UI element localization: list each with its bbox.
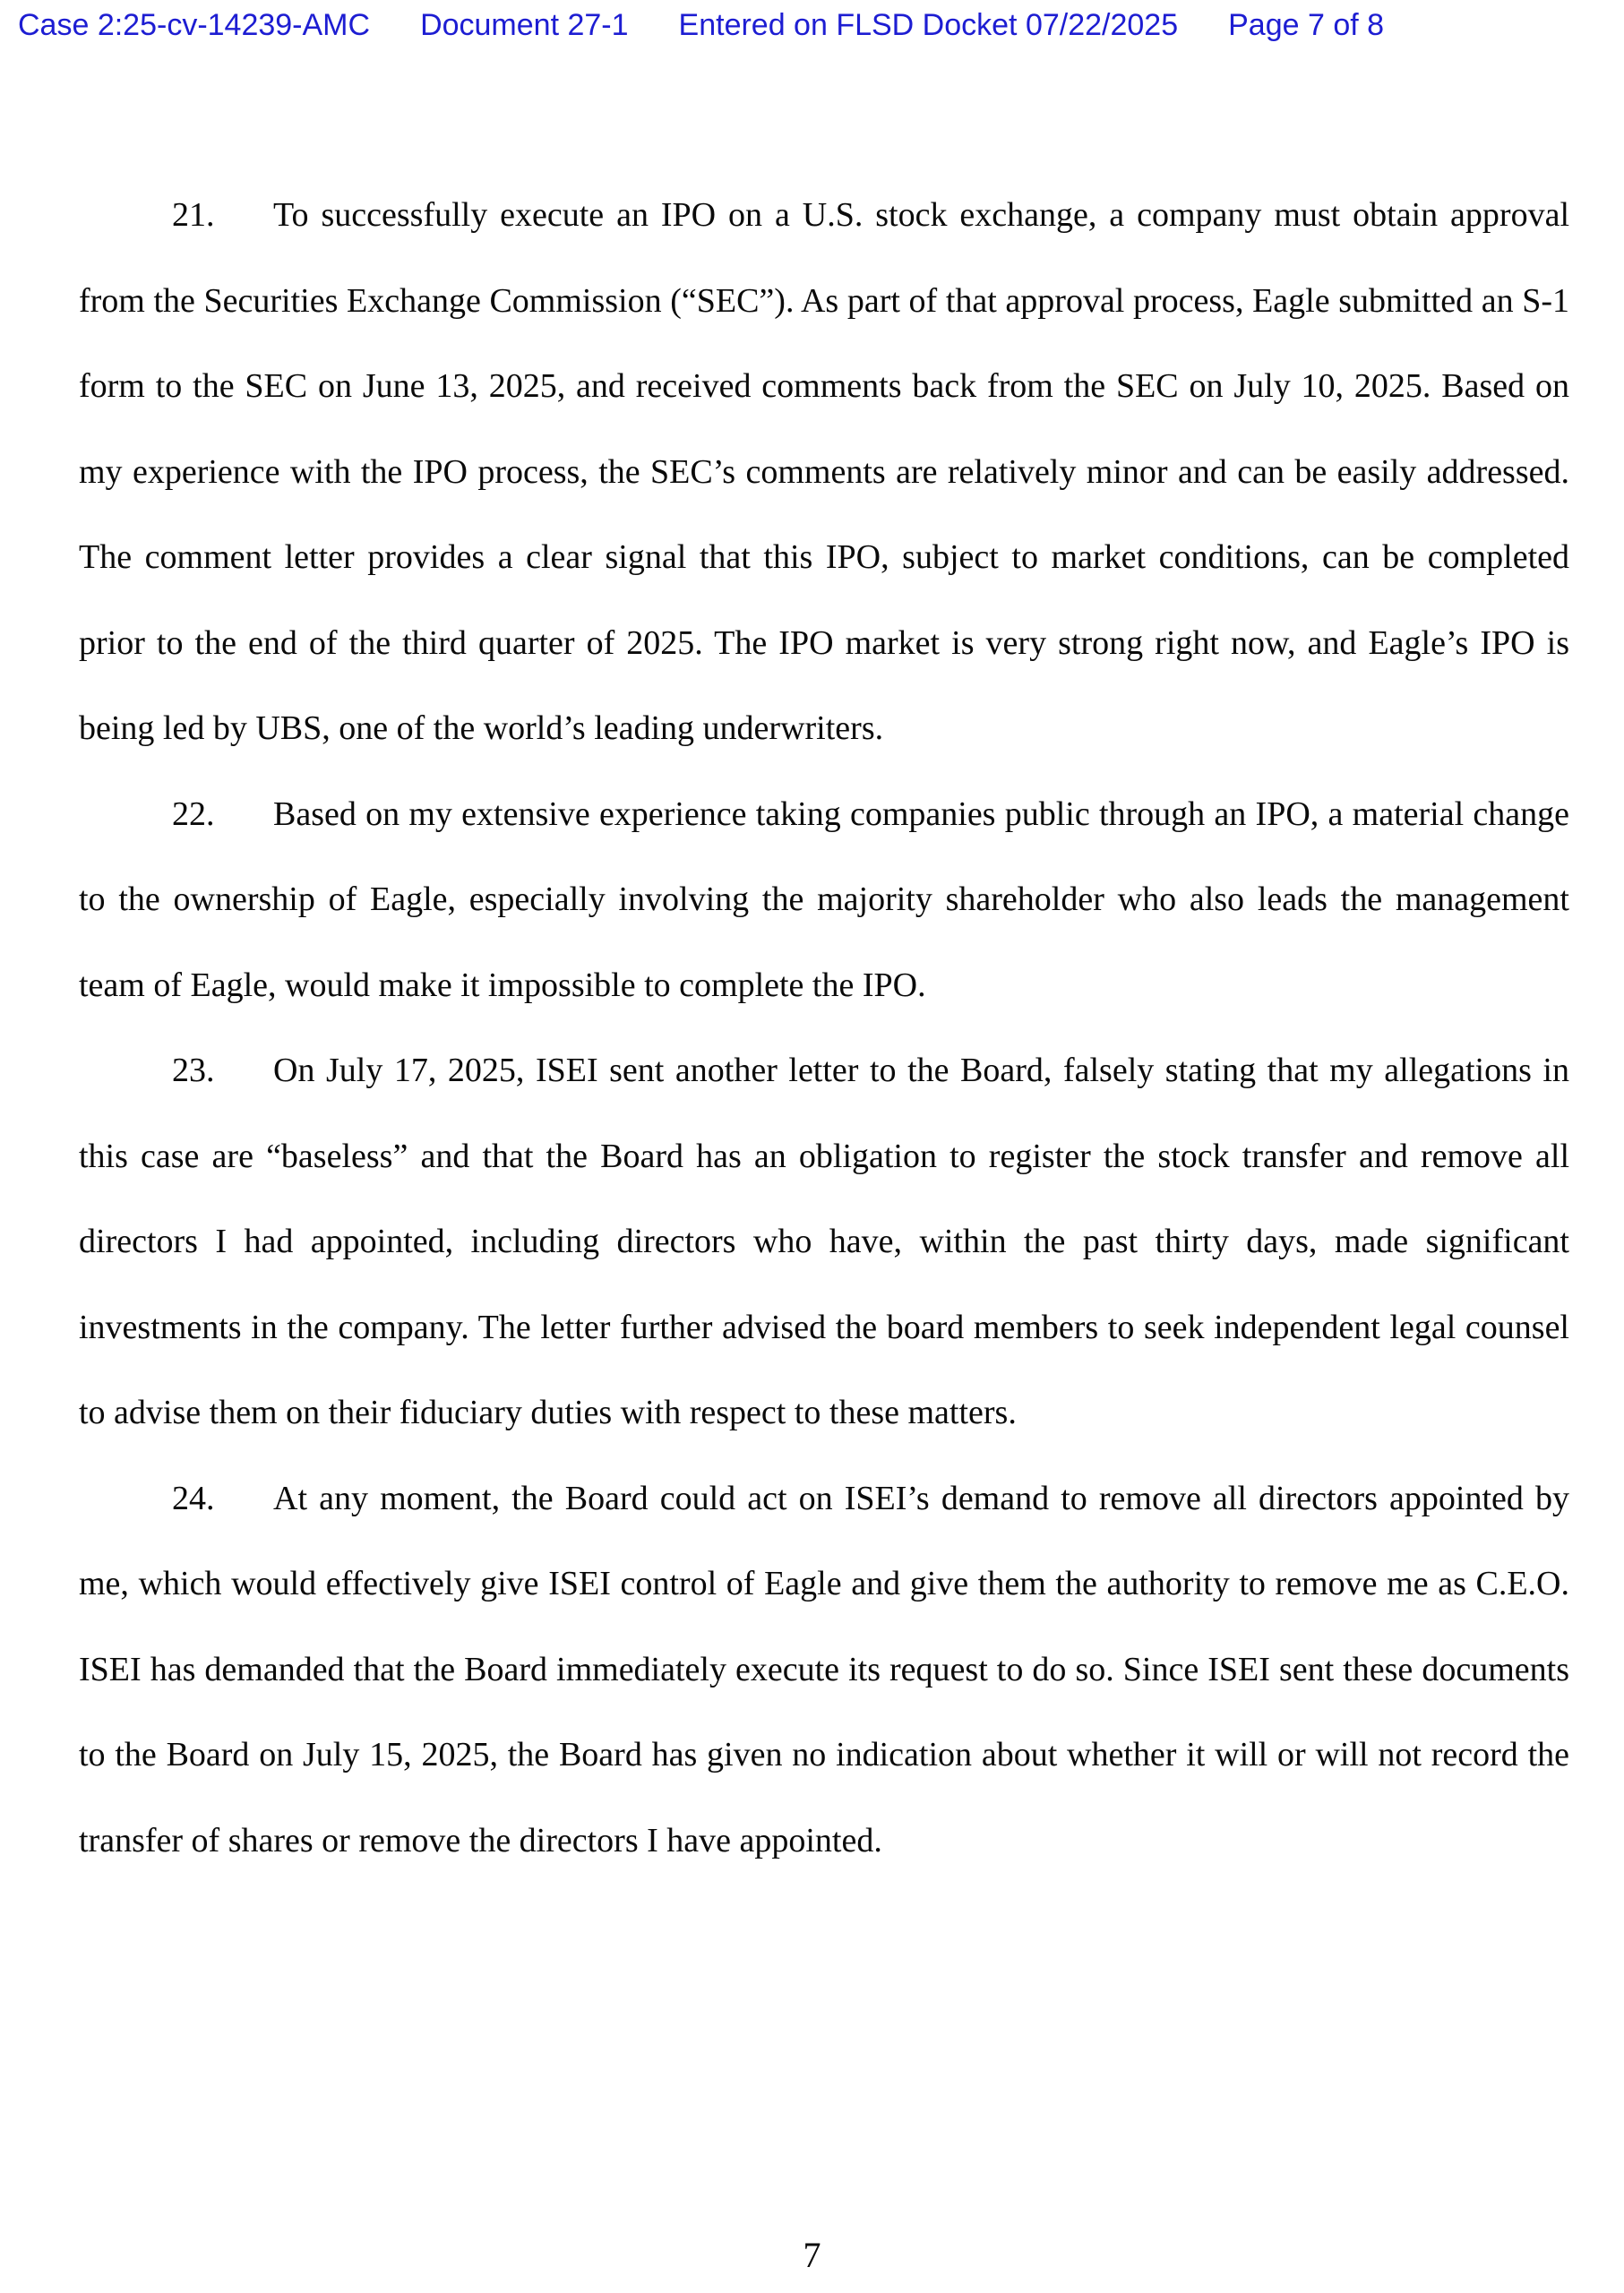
paragraph-22-number: 22. — [172, 794, 215, 833]
document-number: Document 27-1 — [420, 8, 629, 42]
paragraph-24-number: 24. — [172, 1479, 215, 1517]
docket-entry-date: Entered on FLSD Docket 07/22/2025 — [678, 8, 1179, 42]
page-footer — [0, 2232, 1624, 2279]
affidavit-body — [79, 173, 1569, 1884]
paragraph-23-text: On July 17, 2025, ISEI sent another letter to the Board, falsely stating that my allegations in this case are “baseless” and that the Board has an obligation to register the stock transfer and remove all directors I had appointed, including directors who have, within the past thirty days, made significant investments in the company. The letter further advised the board members to seek independent legal counsel to advise them on their fiduciary duties with respect to these matters. — [79, 1052, 1569, 1431]
paragraph-22-text: Based on my extensive experience taking companies public through an IPO, a material change to the ownership of Eagle, especially involving the majority shareholder who also leads the management team of Eagle, would make it impossible to complete the IPO. — [79, 794, 1569, 1004]
paragraph-21-number: 21. — [172, 196, 215, 234]
paragraph-23-number: 23. — [172, 1052, 215, 1089]
paragraph-24 — [79, 1456, 1569, 1885]
case-number: Case 2:25-cv-14239-AMC — [18, 8, 371, 42]
paragraph-21 — [79, 173, 1569, 772]
docket-stamp-header — [18, 7, 1608, 43]
paragraph-22 — [79, 772, 1569, 1029]
paragraph-23 — [79, 1028, 1569, 1456]
paragraph-24-text: At any moment, the Board could act on ISEI’s demand to remove all directors appointed by me, which would effectively give ISEI control of Eagle and give them the authority to remove me as C.E.O. ISEI has demanded that the Board immediately execute its request to do so. Since ISEI sent these documents to the Board on July 15, 2025, the Board has given no indication about whether it will or will not record the transfer of shares or remove the directors I have appointed. — [79, 1479, 1569, 1859]
paragraph-21-text: To successfully execute an IPO on a U.S. stock exchange, a company must obtain approval from the Securities Exchange Commission (“SEC”). As part of that approval process, Eagle submitted an S-1 form to the SEC on June 13, 2025, and received comments back from the SEC on July 10, 2025. Based on my experience with the IPO process, the SEC’s comments are relatively minor and can be easily addressed. The comment letter provides a clear signal that this IPO, subject to market conditions, can be completed prior to the end of the third quarter of 2025. The IPO market is very strong right now, and Eagle’s IPO is being led by UBS, one of the world’s leading underwriters. — [79, 196, 1569, 747]
page-indicator: Page 7 of 8 — [1228, 8, 1385, 42]
page-number: 7 — [803, 2235, 821, 2275]
